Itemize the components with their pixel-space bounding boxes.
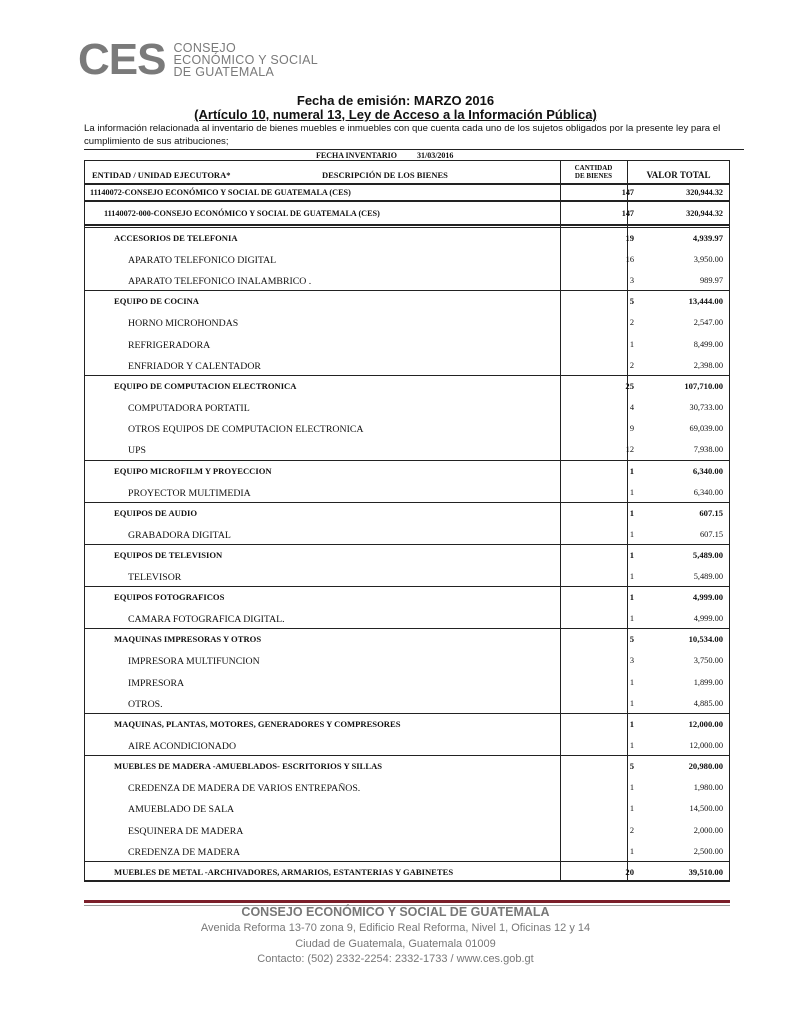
entity-divider (84, 200, 730, 202)
logo-line-2: ECONÓMICO Y SOCIAL (173, 53, 319, 67)
value-cell: 1,980.00 (693, 783, 723, 793)
item-description: ESQUINERA DE MADERA (128, 825, 244, 837)
logo-text (173, 42, 318, 78)
category-divider (84, 628, 730, 629)
category-description: MUEBLES DE MADERA -AMUEBLADOS- ESCRITORIOS Y SILLAS (114, 761, 383, 772)
value-cell: 5,489.00 (693, 572, 723, 581)
col-header-cantidad-line1: CANTIDAD (574, 164, 613, 172)
entity-value: 320,944.32 (686, 188, 723, 197)
category-description: EQUIPO DE COCINA (114, 296, 199, 307)
item-description: OTROS EQUIPOS DE COMPUTACION ELECTRONICA (128, 424, 364, 436)
quantity-cell: 5 (629, 634, 634, 645)
item-description: REFRIGERADORA (128, 339, 211, 351)
value-cell: 1,899.00 (693, 677, 723, 687)
quantity-cell: 1 (629, 550, 634, 560)
quantity-cell: 2 (629, 360, 634, 370)
value-cell: 5,489.00 (692, 550, 723, 560)
value-cell: 6,340.00 (693, 487, 723, 497)
category-divider (84, 713, 730, 714)
value-cell: 107,710.00 (684, 381, 723, 391)
category-divider (84, 544, 730, 545)
quantity-cell: 1 (629, 592, 634, 603)
value-cell: 4,999.00 (692, 592, 723, 603)
value-cell: 3,950.00 (693, 255, 723, 264)
logo-line-3: DE GUATEMALA (173, 65, 275, 79)
value-cell: 69,039.00 (689, 424, 723, 434)
value-cell: 10,534.00 (688, 634, 723, 645)
quantity-cell: 5 (629, 761, 634, 772)
category-divider (84, 755, 730, 756)
quantity-cell: 19 (625, 233, 634, 243)
entity-name: 11140072-CONSEJO ECONÓMICO Y SOCIAL DE GUATEMALA (CES) (90, 188, 351, 197)
header-divider (84, 183, 730, 185)
unit-name: 11140072-000-CONSEJO ECONÓMICO Y SOCIAL DE GUATEMALA (CES) (104, 209, 380, 218)
category-description: EQUIPO DE COMPUTACION ELECTRONICA (114, 381, 297, 391)
quantity-cell: 2 (629, 825, 634, 835)
quantity-cell: 1 (629, 339, 634, 349)
col-header-descripcion: DESCRIPCIÓN DE LOS BIENES (322, 170, 448, 180)
footer-address: Avenida Reforma 13-70 zona 9, Edificio Real Reforma, Nivel 1, Oficinas 12 y 14 (200, 922, 591, 934)
fecha-inventario-value: 31/03/2016 (416, 151, 454, 160)
item-description: CREDENZA DE MADERA DE VARIOS ENTREPAÑOS. (128, 783, 361, 795)
footer-rule-red (84, 900, 730, 903)
quantity-cell: 3 (629, 276, 634, 286)
category-divider (84, 227, 730, 228)
item-description: CAMARA FOTOGRAFICA DIGITAL. (128, 614, 285, 626)
value-cell: 12,000.00 (688, 719, 723, 729)
quantity-cell: 20 (625, 867, 634, 877)
footer-city: Ciudad de Guatemala, Guatemala 01009 (295, 938, 496, 950)
col-header-cantidad-line2: DE BIENES (574, 172, 613, 180)
category-divider (84, 586, 730, 587)
category-description: EQUIPOS DE AUDIO (114, 507, 198, 518)
value-cell: 8,499.00 (693, 339, 723, 349)
value-cell: 989.97 (699, 276, 723, 286)
footer-title: CONSEJO ECONÓMICO Y SOCIAL DE GUATEMALA (241, 905, 550, 919)
value-cell: 2,547.00 (693, 318, 723, 328)
quantity-cell: 25 (625, 381, 634, 391)
item-description: COMPUTADORA PORTATIL (128, 403, 250, 414)
value-cell: 3,750.00 (693, 656, 723, 666)
category-divider (84, 861, 730, 862)
category-description: MUEBLES DE METAL -ARCHIVADORES, ARMARIOS, ESTANTERIAS Y GABINETES (114, 867, 454, 877)
quantity-cell: 1 (629, 487, 634, 497)
item-description: AMUEBLADO DE SALA (128, 804, 235, 816)
category-description: EQUIPOS FOTOGRAFICOS (114, 592, 225, 603)
quantity-cell: 12 (625, 445, 634, 455)
item-description: AIRE ACONDICIONADO (128, 741, 237, 752)
col-header-valor: VALOR TOTAL (646, 170, 711, 180)
value-cell: 7,938.00 (693, 445, 723, 455)
unit-qty: 147 (621, 209, 634, 218)
value-cell: 607.15 (699, 507, 723, 518)
value-cell: 2,500.00 (693, 846, 723, 856)
item-description: APARATO TELEFONICO INALAMBRICO . (128, 276, 312, 288)
unit-value: 320,944.32 (686, 209, 723, 218)
value-cell: 14,500.00 (689, 804, 723, 814)
category-divider (84, 375, 730, 376)
item-description: OTROS. (128, 698, 163, 710)
quantity-cell: 1 (629, 465, 634, 476)
logo-line-1: CONSEJO (173, 41, 237, 55)
entity-qty: 147 (621, 188, 634, 197)
footer-contact: Contacto: (502) 2332-2254: 2332-1733 / www.ces.gob.gt (257, 953, 534, 965)
quantity-cell: 1 (629, 719, 634, 729)
value-cell: 4,885.00 (693, 698, 723, 708)
category-description: EQUIPO MICROFILM Y PROYECCION (114, 465, 272, 476)
item-description: APARATO TELEFONICO DIGITAL (128, 255, 277, 266)
category-divider (84, 502, 730, 503)
table-bottom-divider (84, 881, 730, 882)
value-cell: 2,398.00 (693, 360, 723, 370)
value-cell: 12,000.00 (689, 741, 723, 750)
quantity-cell: 1 (629, 507, 634, 518)
quantity-cell: 4 (629, 403, 634, 412)
logo-mark: CES (78, 35, 166, 84)
item-description: IMPRESORA (128, 677, 185, 689)
value-cell: 13,444.00 (688, 296, 723, 307)
quantity-cell: 1 (629, 572, 634, 581)
unit-divider (84, 224, 730, 226)
value-cell: 39,510.00 (688, 867, 723, 877)
page-subtitle: (Artículo 10, numeral 13, Ley de Acceso a la Información Pública) (194, 107, 597, 122)
value-cell: 2,000.00 (693, 825, 723, 835)
category-description: EQUIPOS DE TELEVISION (114, 550, 223, 560)
fecha-inventario-label: FECHA INVENTARIO (316, 151, 397, 160)
page-title: Fecha de emisión: MARZO 2016 (296, 93, 495, 108)
item-description: GRABADORA DIGITAL (128, 529, 231, 541)
intro-paragraph: La información relacionada al inventario de bienes muebles e inmuebles con que cuenta cada uno de los sujetos obligados por la presente ley para el cumplimiento de sus atribuciones; (84, 123, 721, 147)
category-divider (84, 460, 730, 461)
inventory-table (84, 160, 730, 881)
value-cell: 4,999.00 (693, 614, 723, 624)
quantity-cell: 5 (629, 296, 634, 307)
quantity-cell: 9 (629, 424, 634, 434)
col-header-cantidad (560, 164, 627, 180)
quantity-cell: 1 (629, 783, 634, 793)
fecha-inventario (316, 151, 453, 160)
quantity-cell: 1 (629, 741, 634, 750)
quantity-cell: 1 (629, 698, 634, 708)
quantity-cell: 1 (629, 804, 634, 814)
item-description: ENFRIADOR Y CALENTADOR (128, 360, 261, 372)
column-divider-value (627, 160, 628, 881)
quantity-cell: 1 (629, 846, 634, 856)
category-description: ACCESORIOS DE TELEFONIA (114, 233, 238, 243)
item-description: IMPRESORA MULTIFUNCION (128, 656, 260, 668)
item-description: PROYECTOR MULTIMEDIA (128, 487, 251, 499)
item-description: UPS (128, 445, 146, 457)
quantity-cell: 1 (629, 614, 634, 624)
item-description: TELEVISOR (128, 572, 182, 583)
column-divider-qty (560, 160, 561, 881)
intro-divider (84, 149, 744, 150)
ces-logo (78, 35, 319, 84)
quantity-cell: 1 (629, 529, 634, 539)
value-cell: 4,939.97 (692, 233, 723, 243)
item-description: HORNO MICROHONDAS (128, 318, 239, 330)
quantity-cell: 2 (629, 318, 634, 328)
value-cell: 20,980.00 (688, 761, 723, 772)
value-cell: 30,733.00 (689, 403, 723, 412)
item-description: CREDENZA DE MADERA (128, 846, 241, 858)
category-description: MAQUINAS, PLANTAS, MOTORES, GENERADORES Y COMPRESORES (114, 719, 401, 729)
col-header-entidad: ENTIDAD / UNIDAD EJECUTORA* (92, 170, 231, 180)
quantity-cell: 3 (629, 656, 634, 666)
value-cell: 607.15 (699, 529, 723, 539)
category-description: MAQUINAS IMPRESORAS Y OTROS (114, 634, 262, 645)
quantity-cell: 1 (629, 677, 634, 687)
quantity-cell: 16 (625, 255, 634, 264)
category-divider (84, 290, 730, 291)
value-cell: 6,340.00 (692, 465, 723, 476)
